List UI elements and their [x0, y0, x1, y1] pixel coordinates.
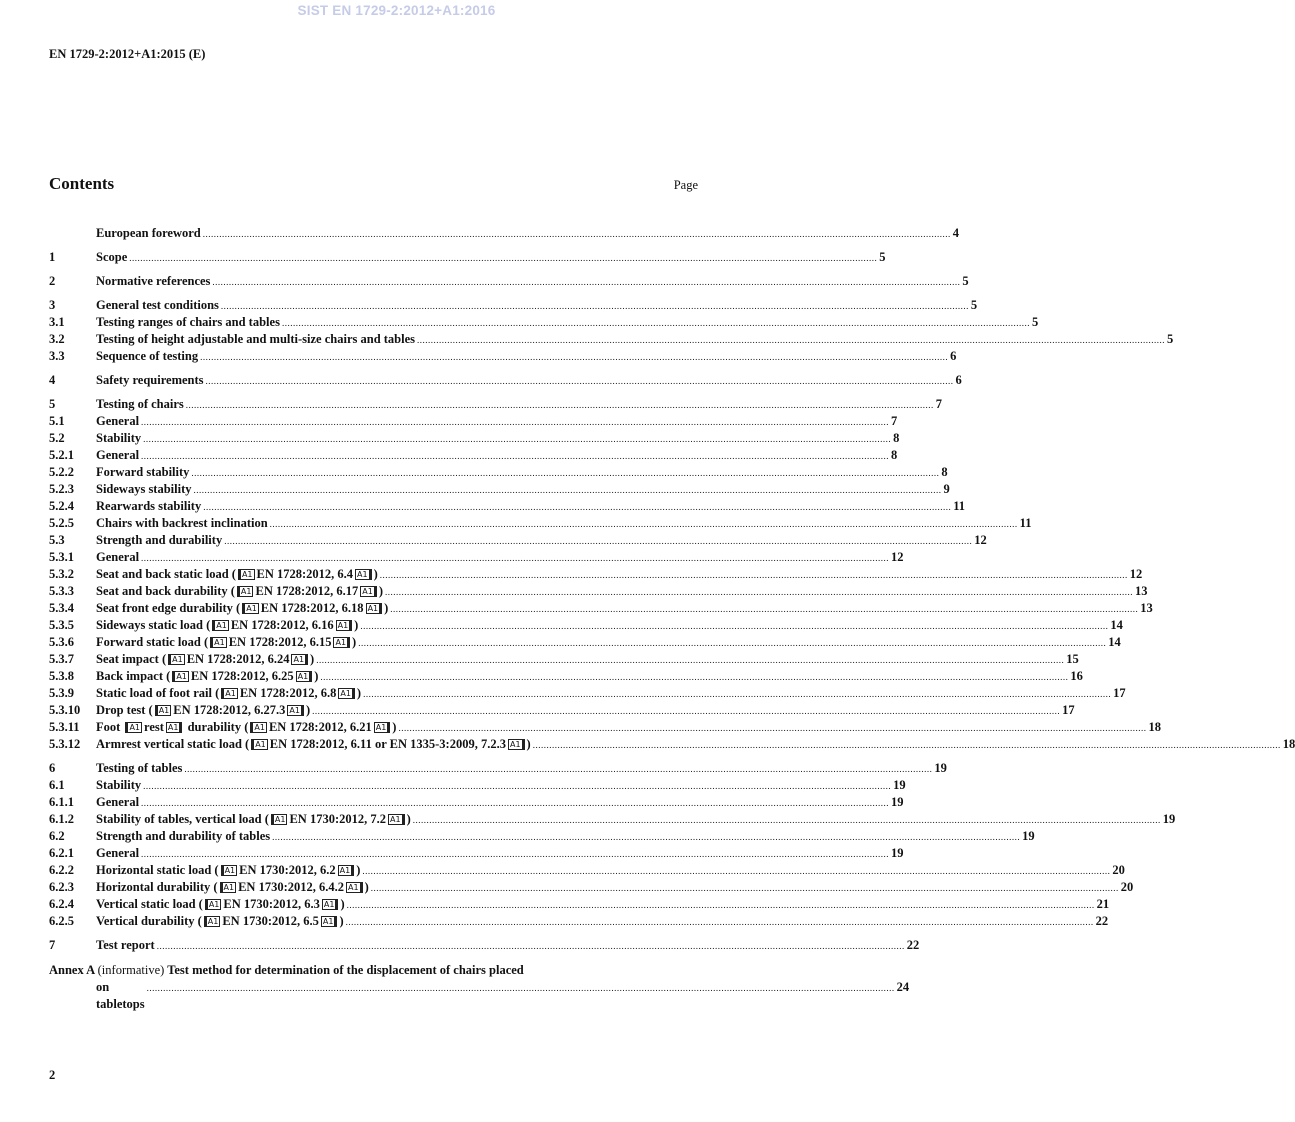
amendment-start-marker: A1	[172, 671, 189, 682]
toc-entry-page: 8	[941, 465, 948, 479]
amendment-start-marker: A1	[250, 722, 267, 733]
dot-leader	[282, 318, 1030, 328]
toc-entry-page: 19	[893, 778, 906, 792]
amendment-end-marker: A1	[336, 620, 353, 631]
toc-entry-number: 5.3.8	[49, 669, 74, 683]
toc-entry[interactable]	[49, 550, 904, 567]
dot-leader	[212, 277, 960, 287]
toc-title-text: Forward static load (	[96, 635, 209, 649]
amendment-end-marker: A1	[366, 603, 383, 614]
dot-leader	[147, 980, 895, 997]
dot-leader	[157, 941, 905, 951]
amendment-end-marker: A1	[388, 814, 405, 825]
toc-entry-number: 6.2.3	[49, 880, 74, 894]
toc-title-text: )	[339, 914, 344, 928]
toc-title-text: )	[364, 880, 369, 894]
toc-title-reference: EN 1728:2012, 6.27.3	[173, 703, 286, 717]
table-of-contents	[49, 226, 1295, 1013]
toc-entry-page: 12	[891, 550, 904, 564]
toc-entry[interactable]	[49, 703, 1075, 720]
toc-title-reference: EN 1728:2012, 6.25	[190, 669, 294, 683]
toc-title-reference: EN 1728:2012, 6.17	[255, 584, 359, 598]
dot-leader	[203, 502, 951, 512]
toc-entry-title	[96, 737, 531, 752]
toc-entry-number: 5.3.7	[49, 652, 74, 666]
toc-entry-title	[96, 720, 396, 735]
toc-entry-page: 13	[1140, 601, 1153, 615]
toc-entry[interactable]	[49, 274, 969, 291]
toc-entry-title: General test conditions	[96, 298, 219, 312]
toc-title-text: Vertical durability (	[96, 914, 202, 928]
dot-leader	[358, 638, 1106, 648]
annex-title: Test method for determination of the displacement of chairs placed	[167, 963, 524, 977]
annex-title-continued: on tabletops	[96, 980, 145, 1011]
toc-entry[interactable]	[49, 778, 906, 795]
toc-entry[interactable]	[49, 567, 1143, 584]
toc-entry-number: 3.2	[49, 332, 65, 346]
toc-entry-number: 6.2.4	[49, 897, 74, 911]
toc-entry-number: 4	[49, 373, 56, 387]
toc-entry-title	[96, 863, 360, 878]
toc-entry[interactable]	[49, 846, 904, 863]
toc-entry[interactable]	[49, 914, 1109, 931]
toc-entry-page: 17	[1062, 703, 1075, 717]
toc-entry[interactable]	[49, 635, 1121, 652]
toc-entry-title: General	[96, 414, 140, 428]
toc-entry[interactable]	[49, 414, 898, 431]
toc-entry-title	[96, 635, 356, 650]
toc-entry-number: 5.3.2	[49, 567, 74, 581]
amendment-end-marker: A1	[355, 569, 372, 580]
toc-entry-number: 5.3.9	[49, 686, 74, 700]
toc-entry-number: 5.3.4	[49, 601, 74, 615]
amendment-end-marker: A1	[321, 916, 338, 927]
toc-entry-page: 21	[1096, 897, 1110, 911]
toc-entry-title: Stability	[96, 778, 142, 792]
toc-entry-number: 5.3.1	[49, 550, 74, 564]
toc-entry-title: Testing of tables	[96, 761, 183, 775]
toc-entry-page: 12	[1129, 567, 1143, 581]
amendment-end-marker: A1	[338, 865, 355, 876]
toc-entry[interactable]	[49, 397, 942, 414]
toc-entry-number: 5.2.3	[49, 482, 74, 496]
amendment-start-marker: A1	[210, 637, 227, 648]
toc-entry-title	[96, 703, 310, 718]
dot-leader	[203, 229, 951, 239]
dot-leader	[221, 301, 969, 311]
amendment-end-marker: A1	[166, 722, 183, 733]
dot-leader	[141, 849, 889, 859]
dot-leader	[206, 376, 954, 386]
toc-title-text: Drop test (	[96, 703, 153, 717]
toc-entry-page: 20	[1120, 880, 1134, 894]
dot-leader	[141, 417, 889, 427]
toc-title-text: )	[406, 812, 411, 826]
toc-entry-title: Testing ranges of chairs and tables	[96, 315, 280, 329]
toc-entry-number: 2	[49, 274, 56, 288]
toc-entry-title	[96, 812, 411, 827]
toc-entry-page: 8	[891, 448, 898, 462]
dot-leader	[191, 468, 939, 478]
toc-entry[interactable]	[49, 516, 1032, 533]
toc-entry-title	[96, 669, 318, 684]
toc-title-reference: EN 1728:2012, 6.21	[268, 720, 372, 734]
toc-entry[interactable]	[49, 250, 886, 267]
toc-entry-number: 5.3	[49, 533, 65, 547]
dot-leader	[200, 352, 948, 362]
toc-entry-title: General	[96, 550, 140, 564]
toc-entry-title: Scope	[96, 250, 128, 264]
toc-title-text: )	[526, 737, 531, 751]
toc-title-text: Vertical static load (	[96, 897, 203, 911]
toc-entry-page: 5	[1031, 315, 1039, 329]
toc-title-text: Seat front edge durability (	[96, 601, 241, 615]
toc-entry-number: 5.3.10	[49, 703, 81, 717]
toc-entry-title: Testing of height adjustable and multi-size chairs and tables	[96, 332, 416, 346]
toc-entry[interactable]	[49, 938, 920, 955]
dot-leader	[398, 723, 1146, 733]
toc-entry-title	[96, 914, 344, 929]
dot-leader	[141, 451, 889, 461]
toc-entry[interactable]	[49, 812, 1176, 829]
amendment-end-marker: A1	[346, 882, 363, 893]
toc-title-text: Seat impact (	[96, 652, 167, 666]
toc-entry-annex[interactable]	[49, 962, 910, 1013]
toc-entry-page: 18	[1282, 737, 1295, 751]
toc-entry-number: 5.2	[49, 431, 65, 445]
toc-title-text: Armrest vertical static load (	[96, 737, 250, 751]
annex-label: Annex A	[49, 963, 95, 977]
toc-title-text: )	[373, 567, 378, 581]
toc-entry-number: 6	[49, 761, 56, 775]
amendment-start-marker: A1	[237, 586, 254, 597]
toc-entry-number: 5.2.2	[49, 465, 74, 479]
toc-entry-number: 5.3.6	[49, 635, 74, 649]
toc-entry-page: 16	[1070, 669, 1083, 683]
toc-entry[interactable]	[49, 298, 978, 315]
toc-entry[interactable]	[49, 652, 1079, 669]
amendment-end-marker: A1	[296, 671, 313, 682]
toc-entry-title	[96, 652, 314, 667]
toc-title-reference: EN 1728:2012, 6.18	[260, 601, 364, 615]
toc-title-reference: EN 1730:2012, 6.5	[222, 914, 319, 928]
toc-entry-title	[96, 601, 388, 616]
toc-entry-page: 17	[1113, 686, 1126, 700]
toc-title-text: Static load of foot rail (	[96, 686, 220, 700]
toc-entry[interactable]	[49, 737, 1295, 754]
amendment-start-marker: A1	[221, 688, 238, 699]
amendment-start-marker: A1	[220, 882, 237, 893]
toc-title-text: )	[356, 863, 361, 877]
toc-entry-number: 5.2.1	[49, 448, 74, 462]
toc-entry-page: 14	[1110, 618, 1123, 632]
toc-entry-number: 3.3	[49, 349, 65, 363]
toc-entry-page: 14	[1108, 635, 1121, 649]
toc-entry-page: 7	[891, 414, 898, 428]
dot-leader	[270, 519, 1018, 529]
toc-title-text: )	[384, 601, 389, 615]
dot-leader	[272, 832, 1020, 842]
toc-title-text: )	[354, 618, 359, 632]
toc-entry-title: European foreword	[96, 226, 201, 240]
toc-entry-page: 24	[896, 980, 910, 994]
toc-entry-page: 5	[1167, 332, 1174, 346]
amendment-start-marker: A1	[212, 620, 229, 631]
dot-leader	[362, 866, 1110, 876]
toc-entry-page: 12	[974, 533, 987, 547]
toc-title-text: )	[356, 686, 362, 700]
toc-entry-number: 6.1.1	[49, 795, 74, 809]
toc-entry[interactable]	[49, 499, 966, 516]
toc-entry-number: 5.1	[49, 414, 65, 428]
amendment-start-marker: A1	[242, 603, 259, 614]
dot-leader	[141, 798, 889, 808]
toc-entry-page: 20	[1112, 863, 1125, 877]
toc-entry-title: Sideways stability	[96, 482, 192, 496]
toc-entry-number: 6.1	[49, 778, 65, 792]
amendment-start-marker: A1	[155, 705, 172, 716]
toc-entry-number: 6.2.5	[49, 914, 74, 928]
toc-title-text: Foot	[96, 720, 124, 734]
document-id: EN 1729-2:2012+A1:2015 (E)	[49, 47, 206, 61]
toc-entry-title	[96, 584, 383, 599]
annex-type: (informative)	[97, 963, 165, 977]
toc-entry-number: 5.2.5	[49, 516, 74, 530]
toc-entry[interactable]	[49, 533, 987, 550]
toc-entry-page: 22	[906, 938, 920, 952]
dot-leader	[413, 815, 1161, 825]
dot-leader	[380, 570, 1128, 580]
toc-entry[interactable]	[49, 880, 1134, 897]
toc-entry-title: Sequence of testing	[96, 349, 199, 363]
toc-title-text: )	[340, 897, 345, 911]
toc-title-text: Stability of tables, vertical load (	[96, 812, 269, 826]
toc-entry-title	[96, 897, 345, 912]
amendment-end-marker: A1	[287, 705, 304, 716]
toc-entry-page: 13	[1135, 584, 1148, 598]
dot-leader	[184, 764, 932, 774]
toc-entry-page: 5	[962, 274, 969, 288]
dot-leader	[194, 485, 942, 495]
toc-entry-title: General	[96, 846, 140, 860]
toc-title-reference: EN 1728:2012, 6.24	[186, 652, 290, 666]
toc-entry-title: Rearwards stability	[96, 499, 202, 513]
toc-entry-number: 5	[49, 397, 56, 411]
toc-entry-page: 18	[1148, 720, 1161, 734]
dot-leader	[143, 434, 891, 444]
toc-entry-title: Stability	[96, 431, 142, 445]
toc-entry-title	[96, 686, 361, 701]
toc-entry-title: Testing of chairs	[96, 397, 184, 411]
toc-entry-title: Test report	[96, 938, 155, 952]
toc-title-text: Seat and back static load (	[96, 567, 236, 581]
toc-entry-number: 3	[49, 298, 56, 312]
dot-leader	[385, 587, 1133, 597]
toc-entry[interactable]	[49, 465, 948, 482]
toc-entry-title: General	[96, 795, 140, 809]
amendment-end-marker: A1	[333, 637, 350, 648]
amendment-start-marker: A1	[168, 654, 185, 665]
toc-title-text: Horizontal durability (	[96, 880, 218, 894]
toc-entry-page: 8	[893, 431, 900, 445]
toc-entry-title: Safety requirements	[96, 373, 204, 387]
toc-title-reference: EN 1728:2012, 6.8	[239, 686, 337, 700]
toc-entry[interactable]	[49, 431, 900, 448]
toc-entry[interactable]	[49, 226, 959, 243]
toc-entry-title: Chairs with backrest inclination	[96, 516, 268, 530]
toc-entry-page: 6	[950, 349, 957, 363]
toc-entry[interactable]	[49, 863, 1125, 880]
toc-title-reference: EN 1730:2012, 7.2	[289, 812, 386, 826]
toc-entry-number: 5.3.3	[49, 584, 74, 598]
amendment-end-marker: A1	[338, 688, 355, 699]
toc-title-text: )	[352, 635, 357, 649]
toc-entry[interactable]	[49, 686, 1126, 703]
toc-entry-number: 1	[49, 250, 56, 264]
watermark: SIST EN 1729-2:2012+A1:2016	[297, 3, 496, 18]
toc-entry-title: Forward stability	[96, 465, 190, 479]
toc-entry-page: 6	[955, 373, 962, 387]
contents-heading: Contents	[49, 174, 115, 193]
dot-leader	[363, 689, 1111, 699]
toc-entry-number: 6.2	[49, 829, 65, 843]
toc-title-text: Seat and back durability (	[96, 584, 235, 598]
toc-entry-title: Strength and durability of tables	[96, 829, 271, 843]
toc-entry-title	[96, 880, 369, 895]
toc-entry-title	[96, 567, 378, 582]
toc-title-text: Horizontal static load (	[96, 863, 219, 877]
amendment-start-marker: A1	[251, 739, 268, 750]
toc-entry[interactable]	[49, 315, 1039, 332]
toc-title-reference: EN 1730:2012, 6.4.2	[238, 880, 344, 894]
toc-title-reference: EN 1728:2012, 6.16	[230, 618, 334, 632]
toc-title-reference: rest	[144, 720, 164, 734]
amendment-end-marker: A1	[508, 739, 525, 750]
dot-leader	[186, 400, 934, 410]
toc-entry-number: 5.3.5	[49, 618, 74, 632]
amendment-end-marker: A1	[360, 586, 377, 597]
amendment-end-marker: A1	[374, 722, 391, 733]
toc-entry[interactable]	[49, 373, 962, 390]
toc-entry-page: 11	[1019, 516, 1032, 530]
dot-leader	[316, 655, 1064, 665]
toc-entry-number: 5.2.4	[49, 499, 74, 513]
toc-entry-title: General	[96, 448, 140, 462]
toc-entry[interactable]	[49, 332, 1174, 349]
toc-entry-title: Normative references	[96, 274, 211, 288]
toc-entry-page: 22	[1095, 914, 1109, 928]
amendment-start-marker: A1	[125, 722, 142, 733]
toc-title-text: )	[378, 584, 383, 598]
toc-entry-page: 15	[1066, 652, 1079, 666]
amendment-start-marker: A1	[238, 569, 255, 580]
toc-entry-page: 19	[891, 846, 904, 860]
dot-leader	[143, 781, 891, 791]
toc-title-text: Sideways static load (	[96, 618, 211, 632]
amendment-start-marker: A1	[204, 916, 221, 927]
dot-leader	[371, 883, 1119, 893]
dot-leader	[224, 536, 972, 546]
toc-entry-page: 4	[952, 226, 959, 240]
toc-entry-page: 5	[970, 298, 978, 312]
toc-entry[interactable]	[49, 349, 957, 366]
toc-entry-number: 6.2.2	[49, 863, 74, 877]
toc-entry-number: 6.1.2	[49, 812, 74, 826]
amendment-end-marker: A1	[322, 899, 339, 910]
toc-title-text: )	[314, 669, 319, 683]
toc-entry[interactable]	[49, 584, 1148, 601]
dot-leader	[417, 335, 1165, 345]
toc-entry-page: 19	[934, 761, 947, 775]
toc-title-reference: EN 1730:2012, 6.2	[239, 863, 336, 877]
toc-title-text: Back impact (	[96, 669, 171, 683]
toc-entry-number: 6.2.1	[49, 846, 74, 860]
dot-leader	[129, 253, 877, 263]
toc-entry[interactable]	[49, 761, 947, 778]
toc-title-text: )	[305, 703, 311, 717]
page-column-label: Page	[673, 178, 698, 192]
toc-entry[interactable]	[49, 669, 1083, 686]
toc-entry[interactable]	[49, 829, 1035, 846]
toc-title-reference: EN 1728:2012, 6.15	[228, 635, 332, 649]
toc-entry-page: 5	[879, 250, 886, 264]
toc-entry-page: 19	[1162, 812, 1176, 826]
toc-entry[interactable]	[49, 482, 950, 499]
amendment-start-marker: A1	[205, 899, 222, 910]
toc-title-reference: EN 1728:2012, 6.11 or EN 1335-3:2009, 7.2.3	[269, 737, 506, 751]
toc-title-reference: EN 1730:2012, 6.3	[223, 897, 320, 911]
toc-entry-page: 9	[943, 482, 950, 496]
toc-entry-number: 5.3.12	[49, 737, 81, 751]
dot-leader	[347, 900, 1095, 910]
toc-entry[interactable]	[49, 601, 1153, 618]
toc-title-reference: EN 1728:2012, 6.4	[256, 567, 354, 581]
toc-entry-title	[96, 618, 358, 633]
toc-title-text: )	[310, 652, 315, 666]
toc-entry-title: Strength and durability	[96, 533, 223, 547]
toc-entry-number: 3.1	[49, 315, 65, 329]
page-number: 2	[49, 1068, 56, 1082]
dot-leader	[320, 672, 1068, 682]
toc-entry[interactable]	[49, 720, 1161, 737]
toc-entry-page: 19	[1022, 829, 1035, 843]
toc-entry-number: 5.3.11	[49, 720, 80, 734]
dot-leader	[533, 740, 1281, 750]
dot-leader	[390, 604, 1138, 614]
dot-leader	[360, 621, 1108, 631]
amendment-start-marker: A1	[271, 814, 288, 825]
toc-entry-number: 7	[49, 938, 56, 952]
toc-title-text: durability (	[184, 720, 249, 734]
toc-entry[interactable]	[49, 897, 1110, 914]
dot-leader	[312, 706, 1060, 716]
amendment-end-marker: A1	[291, 654, 308, 665]
toc-entry[interactable]	[49, 448, 898, 465]
toc-entry-page: 11	[953, 499, 966, 513]
amendment-start-marker: A1	[221, 865, 238, 876]
toc-entry[interactable]	[49, 618, 1123, 635]
toc-entry-page: 19	[891, 795, 904, 809]
dot-leader	[346, 917, 1094, 927]
toc-title-text: )	[392, 720, 397, 734]
toc-entry[interactable]	[49, 795, 904, 812]
dot-leader	[141, 553, 889, 563]
toc-entry-page: 7	[935, 397, 942, 411]
